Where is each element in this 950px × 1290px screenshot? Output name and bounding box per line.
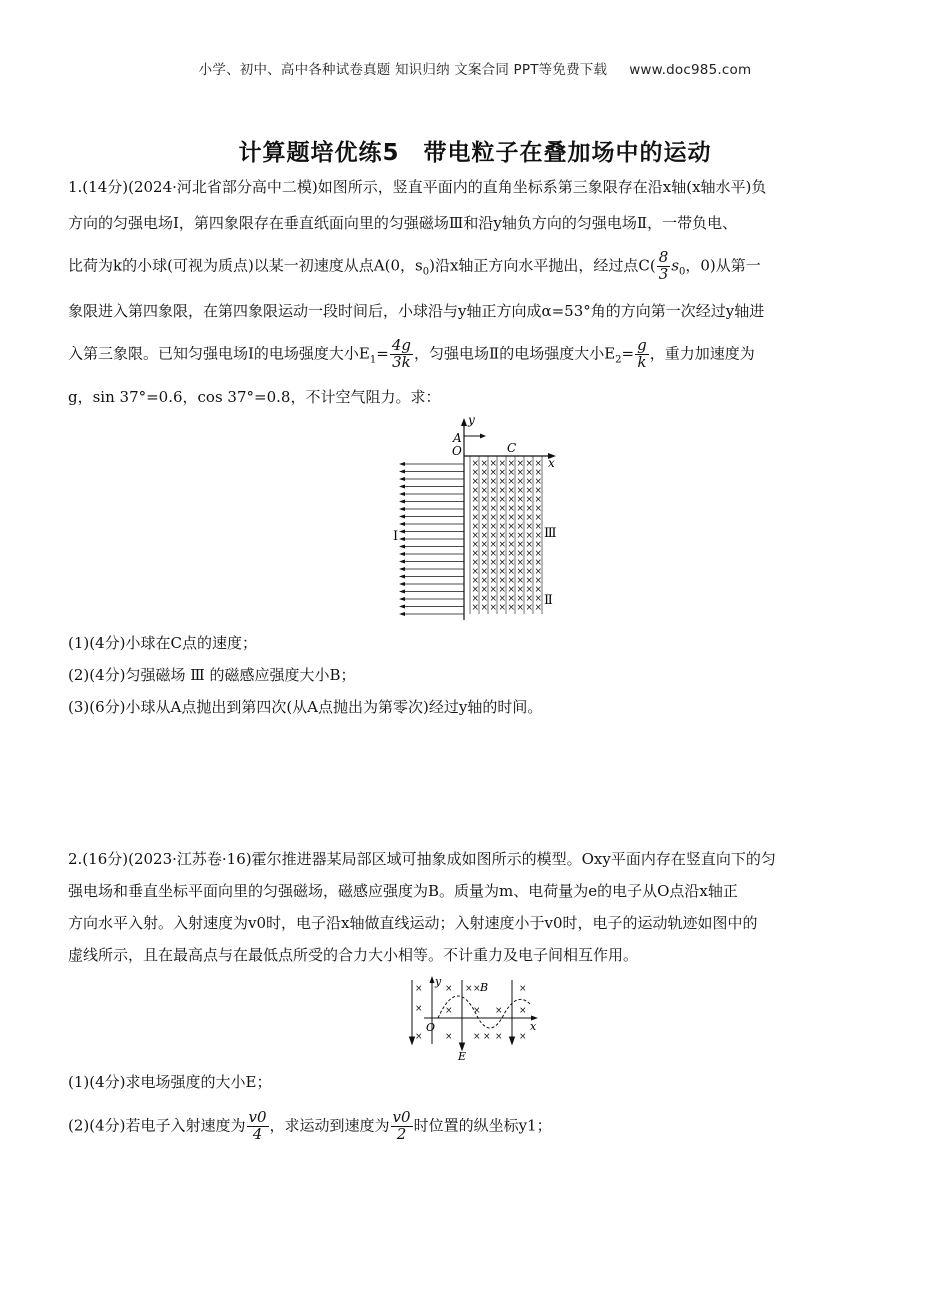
cross-icon: × [445, 984, 453, 994]
field-I-arrowhead-icon [399, 477, 405, 481]
cross-icon: × [534, 504, 543, 514]
cross-icon: × [480, 486, 489, 496]
fig2-label-B: B [480, 981, 489, 994]
cross-icon: × [525, 486, 534, 496]
q2-sub-2-b: ，求运动到速度为 [269, 1116, 390, 1135]
cross-icon: × [498, 549, 507, 559]
cross-icon: × [498, 540, 507, 550]
q1-sub-question-3: (3)(6分)小球从A点抛出到第四次(从A点抛出为第零次)经过y轴的时间。 [68, 698, 543, 716]
cross-icon: × [480, 495, 489, 505]
cross-icon: × [489, 495, 498, 505]
cross-icon: × [525, 549, 534, 559]
cross-icon: × [516, 576, 525, 586]
figure-2-hall-thruster-diagram [404, 974, 549, 1062]
cross-icon: × [498, 585, 507, 595]
cross-icon: × [480, 576, 489, 586]
cross-icon: × [534, 585, 543, 595]
cross-icon: × [507, 531, 516, 541]
sub-1: 1 [369, 354, 377, 366]
field-I-arrowhead-icon [399, 462, 405, 466]
cross-icon: × [480, 603, 489, 613]
cross-icon: × [480, 468, 489, 478]
c-denominator: 3 [658, 264, 669, 283]
cross-icon: × [534, 594, 543, 604]
cross-icon: × [534, 513, 543, 523]
field-I-arrowhead-icon [399, 515, 405, 519]
q1-line-5: 入第三象限。已知匀强电场Ⅰ的电场强度大小$E_1=$ $\frac{4g}{3k}$ ，匀强电场Ⅱ的电场强度大小$E_2=$ $\frac{g}{k}$ ，重力加速度为 [68, 336, 755, 371]
cross-icon: × [534, 540, 543, 550]
c-numerator: 8 [658, 248, 669, 266]
cross-icon: × [498, 513, 507, 523]
cross-icon: × [498, 522, 507, 532]
cross-icon: × [525, 513, 534, 523]
cross-icon: × [471, 549, 480, 559]
cross-icon: × [471, 468, 480, 478]
field-I-arrowhead-icon [399, 545, 405, 549]
cross-icon: × [525, 468, 534, 478]
cross-icon: × [489, 531, 498, 541]
field-I-arrowhead-icon [399, 470, 405, 474]
cross-icon: × [516, 594, 525, 604]
cross-icon: × [471, 504, 480, 514]
sub-zero: 0 [422, 266, 430, 278]
fig1-label-A: A [453, 431, 462, 445]
cross-icon: × [480, 522, 489, 532]
cross-icon: × [480, 567, 489, 577]
cross-icon: × [480, 531, 489, 541]
cross-icon: × [507, 459, 516, 469]
q2-line-3: 方向水平入射。入射速度为v0时，电子沿x轴做直线运动；入射速度小于v0时，电子的运动轨迹如图中的 [68, 914, 758, 932]
cross-icon: × [507, 513, 516, 523]
cross-icon: × [489, 585, 498, 595]
cross-icon: × [489, 549, 498, 559]
field-I-arrowhead-icon [399, 492, 405, 496]
q2-sub-2-a: (2)(4分)若电子入射速度为 [68, 1116, 246, 1135]
q1-line-5-b: ，匀强电场Ⅱ的电场强度大小E [414, 344, 616, 363]
cross-icon: × [498, 594, 507, 604]
cross-icon: × [507, 603, 516, 613]
cross-icon: × [480, 594, 489, 604]
cross-icon: × [525, 495, 534, 505]
cross-icon: × [516, 540, 525, 550]
field-I-arrowhead-icon [399, 590, 405, 594]
cross-icon: × [516, 504, 525, 514]
cross-icon: × [473, 1032, 481, 1042]
cross-icon: × [519, 1006, 527, 1016]
cross-icon: × [507, 567, 516, 577]
q2-sub-question-1: (1)(4分)求电场强度的大小E； [68, 1073, 272, 1091]
cross-icon: × [507, 576, 516, 586]
cross-icon: × [507, 477, 516, 487]
cross-icon: × [534, 477, 543, 487]
cross-icon: × [507, 585, 516, 595]
v-half-fraction [391, 1110, 413, 1143]
q1-line-1: 1.(14分)(2024·河北省部分高中二模)如图所示，竖直平面内的直角坐标系第三象限存在沿x轴(x轴水平)负 [68, 178, 767, 196]
q1-line-5-c: ，重力加速度为 [649, 344, 755, 363]
cross-icon: × [489, 540, 498, 550]
cross-icon: × [516, 495, 525, 505]
q2-sub-2-c: 时位置的纵坐标y1； [413, 1116, 552, 1135]
cross-icon: × [507, 495, 516, 505]
cross-icon: × [525, 522, 534, 532]
cross-icon: × [489, 558, 498, 568]
q2-line-4: 虚线所示，且在最高点与在最低点所受的合力大小相等。不计重力及电子间相互作用。 [68, 946, 639, 964]
cross-icon: × [516, 585, 525, 595]
v-quarter-numerator: v0 [248, 1108, 267, 1126]
q1-line-2: 方向的匀强电场Ⅰ，第四象限存在垂直纸面向里的匀强磁场Ⅲ和沿y轴负方向的匀强电场Ⅱ，一带负电、 [68, 214, 738, 232]
cross-icon: × [471, 486, 480, 496]
e1-denominator: 3k [392, 352, 411, 371]
cross-icon: × [507, 522, 516, 532]
cross-icon: × [489, 459, 498, 469]
fig1-label-O: O [452, 444, 462, 458]
fig2-label-E: E [458, 1050, 467, 1062]
q2-sub-question-2 [68, 1110, 552, 1143]
cross-icon: × [489, 594, 498, 604]
cross-icon: × [516, 531, 525, 541]
cross-icon: × [489, 513, 498, 523]
cross-icon: × [525, 585, 534, 595]
sub-2: 2 [615, 354, 622, 366]
q2-line-2: 强电场和垂直坐标平面向里的匀强磁场，磁感应强度为B。质量为m、电荷量为e的电子从O点沿x轴正 [68, 882, 738, 900]
page-title: 计算题培优练5 带电粒子在叠加场中的运动 [238, 140, 712, 166]
cross-icon: × [489, 603, 498, 613]
field-I-arrowhead-icon [399, 485, 405, 489]
q1-line-6: g，sin 37°=0.6，cos 37°=0.8，不计空气阻力。求： [68, 388, 441, 406]
cross-icon: × [516, 603, 525, 613]
e2-numerator: g [637, 336, 647, 354]
cross-icon: × [465, 984, 473, 994]
q1-sub-question-1: (1)(4分)小球在C点的速度； [68, 634, 257, 652]
cross-icon: × [516, 522, 525, 532]
cross-icon: × [471, 495, 480, 505]
figure-1-field-diagram [390, 412, 570, 622]
cross-icon: × [507, 540, 516, 550]
cross-icon: × [507, 468, 516, 478]
cross-icon: × [489, 477, 498, 487]
cross-icon: × [525, 603, 534, 613]
cross-icon: × [534, 495, 543, 505]
cross-icon: × [473, 1006, 481, 1016]
cross-icon: × [415, 1032, 423, 1042]
v-quarter-fraction [247, 1110, 269, 1143]
cross-icon: × [415, 1004, 423, 1014]
cross-icon: × [489, 576, 498, 586]
v-quarter-denominator: 4 [252, 1124, 263, 1143]
cross-icon: × [534, 531, 543, 541]
magnetic-field-III-crosses [472, 459, 543, 613]
cross-icon: × [471, 513, 480, 523]
cross-icon: × [498, 567, 507, 577]
fig2-label-O: O [426, 1021, 436, 1034]
fig1-label-II: Ⅱ [544, 593, 553, 608]
cross-icon: × [471, 603, 480, 613]
fig1-label-y: y [468, 413, 475, 427]
cross-icon: × [498, 477, 507, 487]
q1-line-3 [68, 250, 761, 283]
cross-icon: × [471, 594, 480, 604]
e2-denominator: k [637, 352, 647, 371]
cross-icon: × [534, 558, 543, 568]
cross-icon: × [415, 984, 423, 994]
field-I-arrowhead-icon [399, 612, 405, 616]
field-I-arrowhead-icon [399, 582, 405, 586]
cross-icon: × [507, 594, 516, 604]
field-I-arrowhead-icon [399, 530, 405, 534]
v-half-denominator: 2 [396, 1124, 407, 1143]
cross-icon: × [519, 1032, 527, 1042]
cross-icon: × [480, 549, 489, 559]
fig1-label-I: Ⅰ [393, 529, 399, 544]
cross-icon: × [480, 558, 489, 568]
cross-icon: × [534, 603, 543, 613]
q1-line-3-a: 比荷为k的小球(可视为质点)以某一初速度从点A(0，s [68, 256, 423, 275]
fig1-label-III: Ⅲ [544, 526, 557, 541]
cross-icon: × [525, 531, 534, 541]
cross-icon: × [498, 558, 507, 568]
cross-icon: × [516, 513, 525, 523]
cross-icon: × [534, 459, 543, 469]
cross-icon: × [498, 459, 507, 469]
c-fraction [657, 250, 671, 283]
cross-icon: × [498, 486, 507, 496]
q1-sub-question-2: (2)(4分)匀强磁场 Ⅲ 的磁感应强度大小B； [68, 666, 356, 684]
c-sub: 0 [679, 266, 686, 278]
v-half-numerator: v0 [392, 1108, 411, 1126]
cross-icon: × [489, 504, 498, 514]
cross-icon: × [498, 468, 507, 478]
cross-icon: × [471, 522, 480, 532]
cross-icon: × [516, 567, 525, 577]
cross-icon: × [525, 558, 534, 568]
fig1-label-C: C [507, 441, 517, 455]
field-I-arrowhead-icon [399, 552, 405, 556]
cross-icon: × [445, 1006, 453, 1016]
field-I-arrowhead-icon [399, 500, 405, 504]
cross-icon: × [525, 576, 534, 586]
cross-icon: × [525, 540, 534, 550]
cross-icon: × [489, 567, 498, 577]
cross-icon: × [471, 558, 480, 568]
cross-icon: × [507, 549, 516, 559]
header-site[interactable]: www.doc985.com [629, 62, 752, 78]
field-I-arrowhead-icon [399, 597, 405, 601]
fig2-label-x: x [530, 1020, 537, 1033]
cross-icon: × [480, 513, 489, 523]
cross-icon: × [525, 504, 534, 514]
cross-icon: × [473, 984, 481, 994]
cross-icon: × [498, 603, 507, 613]
cross-icon: × [489, 486, 498, 496]
cross-icon: × [498, 531, 507, 541]
cross-icon: × [483, 1032, 491, 1042]
cross-icon: × [471, 477, 480, 487]
fig2-y-arrow-icon [430, 976, 435, 983]
cross-icon: × [480, 540, 489, 550]
q1-line-3-c: ，0)从第一 [685, 256, 761, 275]
cross-icon: × [525, 594, 534, 604]
e2-fraction [635, 338, 649, 371]
cross-icon: × [471, 567, 480, 577]
field-I-arrowhead-icon [399, 522, 405, 526]
cross-icon: × [489, 468, 498, 478]
cross-icon: × [516, 477, 525, 487]
cross-icon: × [507, 486, 516, 496]
fig1-label-x: x [548, 456, 555, 470]
field-I-arrowhead-icon [399, 575, 405, 579]
fig2-label-y: y [435, 975, 442, 988]
cross-icon: × [471, 531, 480, 541]
cross-icon: × [516, 459, 525, 469]
cross-icon: × [525, 459, 534, 469]
cross-icon: × [534, 486, 543, 496]
field-I-arrowhead-icon [399, 537, 405, 541]
e1-fraction [390, 338, 413, 371]
cross-icon: × [471, 585, 480, 595]
cross-icon: × [471, 540, 480, 550]
header-promo: 小学、初中、高中各种试卷真题 知识归纳 文案合同 PPT等免费下载 [198, 62, 608, 78]
cross-icon: × [489, 522, 498, 532]
cross-icon: × [445, 1032, 453, 1042]
q1-line-4: 象限进入第四象限，在第四象限运动一段时间后，小球沿与y轴正方向成α=53°角的方向第一次经过y轴进 [68, 302, 765, 320]
velocity-arrow-icon [480, 434, 486, 439]
q1-line-5-a: 入第三象限。已知匀强电场Ⅰ的电场强度大小E [68, 344, 370, 363]
y-axis-arrow-icon [461, 418, 467, 426]
cross-icon: × [525, 567, 534, 577]
cross-icon: × [525, 477, 534, 487]
page-header [0, 58, 950, 78]
c-var: s [671, 256, 680, 275]
cross-icon: × [516, 486, 525, 496]
field-I-arrowhead-icon [399, 507, 405, 511]
cross-icon: × [471, 576, 480, 586]
cross-icon: × [519, 984, 527, 994]
e1-numerator: 4g [391, 336, 411, 354]
q2-line-1: 2.(16分)(2023·江苏卷·16)霍尔推进器某局部区域可抽象成如图所示的模型。Oxy平面内存在竖直向下的匀 [68, 850, 776, 868]
cross-icon: × [516, 468, 525, 478]
cross-icon: × [480, 504, 489, 514]
cross-icon: × [480, 477, 489, 487]
field-I-arrowhead-icon [399, 605, 405, 609]
cross-icon: × [480, 459, 489, 469]
field-I-arrowhead-icon [399, 567, 405, 571]
field-I-arrowhead-icon [399, 560, 405, 564]
electric-field-I-arrows [399, 462, 464, 616]
cross-icon: × [516, 549, 525, 559]
cross-icon: × [534, 567, 543, 577]
cross-icon: × [534, 576, 543, 586]
cross-icon: × [498, 576, 507, 586]
cross-icon: × [498, 495, 507, 505]
cross-icon: × [516, 558, 525, 568]
q1-line-3-b: )沿x轴正方向水平抛出，经过点C( [429, 256, 656, 275]
cross-icon: × [534, 468, 543, 478]
cross-icon: × [495, 1032, 503, 1042]
cross-icon: × [507, 558, 516, 568]
cross-icon: × [480, 585, 489, 595]
cross-icon: × [471, 459, 480, 469]
cross-icon: × [534, 522, 543, 532]
cross-icon: × [507, 504, 516, 514]
cross-icon: × [498, 504, 507, 514]
cross-icon: × [534, 549, 543, 559]
cross-icon: × [495, 1006, 503, 1016]
